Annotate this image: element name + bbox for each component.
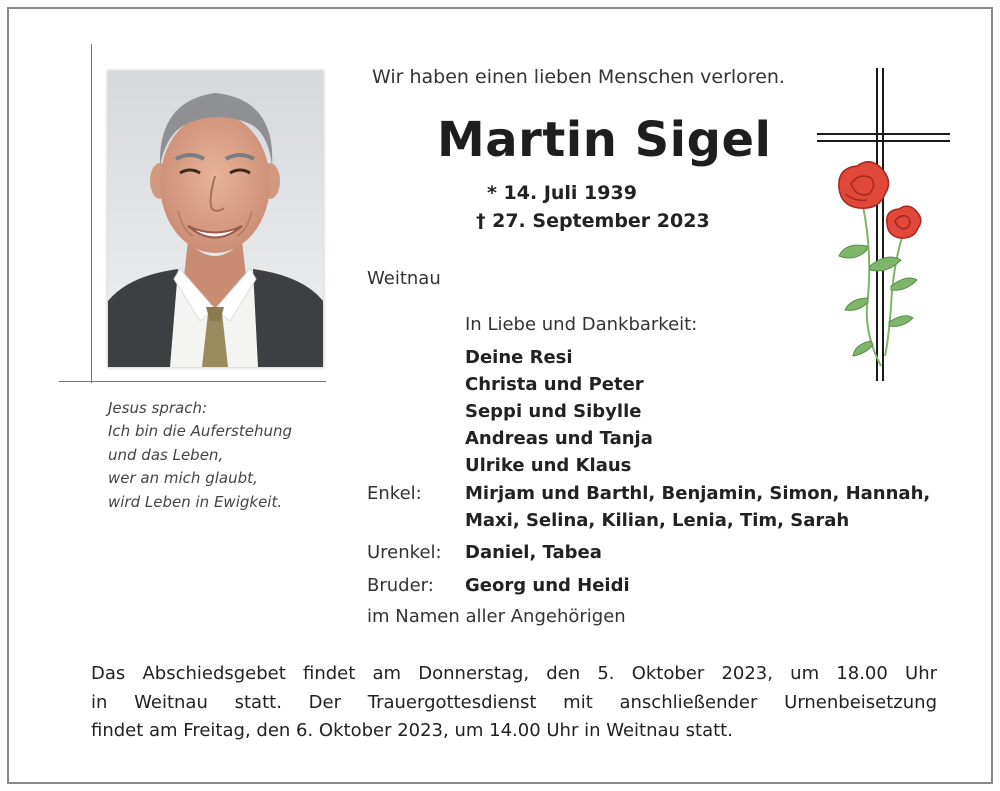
- family-member: Christa und Peter: [465, 374, 644, 395]
- grandchildren-line: Maxi, Selina, Kilian, Lenia, Tim, Sarah: [465, 510, 850, 531]
- quote-line: Jesus sprach:: [108, 399, 208, 417]
- intro-text: Wir haben einen lieben Menschen verloren.: [372, 66, 785, 88]
- death-date: † 27. September 2023: [476, 210, 710, 232]
- great-grandchildren-list: Daniel, Tabea: [465, 542, 602, 563]
- notice-line: findet am Freitag, den 6. Oktober 2023, um 14.00 Uhr in Weitnau statt.: [91, 720, 733, 741]
- family-list: [465, 344, 653, 479]
- bible-quote: [108, 397, 328, 514]
- grandchildren-list: [465, 480, 930, 534]
- brother-names: Georg und Heidi: [465, 575, 630, 596]
- closing-text: im Namen aller Angehörigen: [367, 606, 626, 627]
- mourners-intro: In Liebe und Dankbarkeit:: [465, 314, 698, 335]
- family-member: Deine Resi: [465, 347, 573, 368]
- notice-line: Das Abschiedsgebet findet am Donnerstag, den 5. Oktober 2023, um 18.00 Uhr: [91, 663, 937, 684]
- horizontal-divider: [59, 381, 326, 382]
- funeral-notice: [91, 660, 937, 746]
- notice-line: in Weitnau statt. Der Trauergottesdienst mit anschließender Urnenbeisetzung: [91, 691, 937, 713]
- family-member: Andreas und Tanja: [465, 428, 653, 449]
- cross-with-roses-icon: [815, 66, 955, 386]
- family-member: Ulrike und Klaus: [465, 455, 632, 476]
- quote-line: Ich bin die Auferstehung: [108, 422, 293, 441]
- deceased-name: Martin Sigel: [437, 112, 772, 168]
- quote-line: und das Leben,: [108, 445, 224, 464]
- place-name: Weitnau: [367, 268, 441, 289]
- family-member: Seppi und Sibylle: [465, 401, 642, 422]
- quote-line: wird Leben in Ewigkeit.: [108, 492, 283, 511]
- grandchildren-label: Enkel:: [367, 483, 422, 504]
- birth-date: * 14. Juli 1939: [487, 182, 637, 204]
- grandchildren-line: Mirjam und Barthl, Benjamin, Simon, Hannah,: [465, 483, 931, 504]
- quote-line: wer an mich glaubt,: [108, 469, 258, 488]
- portrait-photo: [108, 71, 323, 367]
- vertical-divider: [91, 44, 92, 383]
- brother-label: Bruder:: [367, 575, 434, 596]
- great-grandchildren-label: Urenkel:: [367, 542, 442, 563]
